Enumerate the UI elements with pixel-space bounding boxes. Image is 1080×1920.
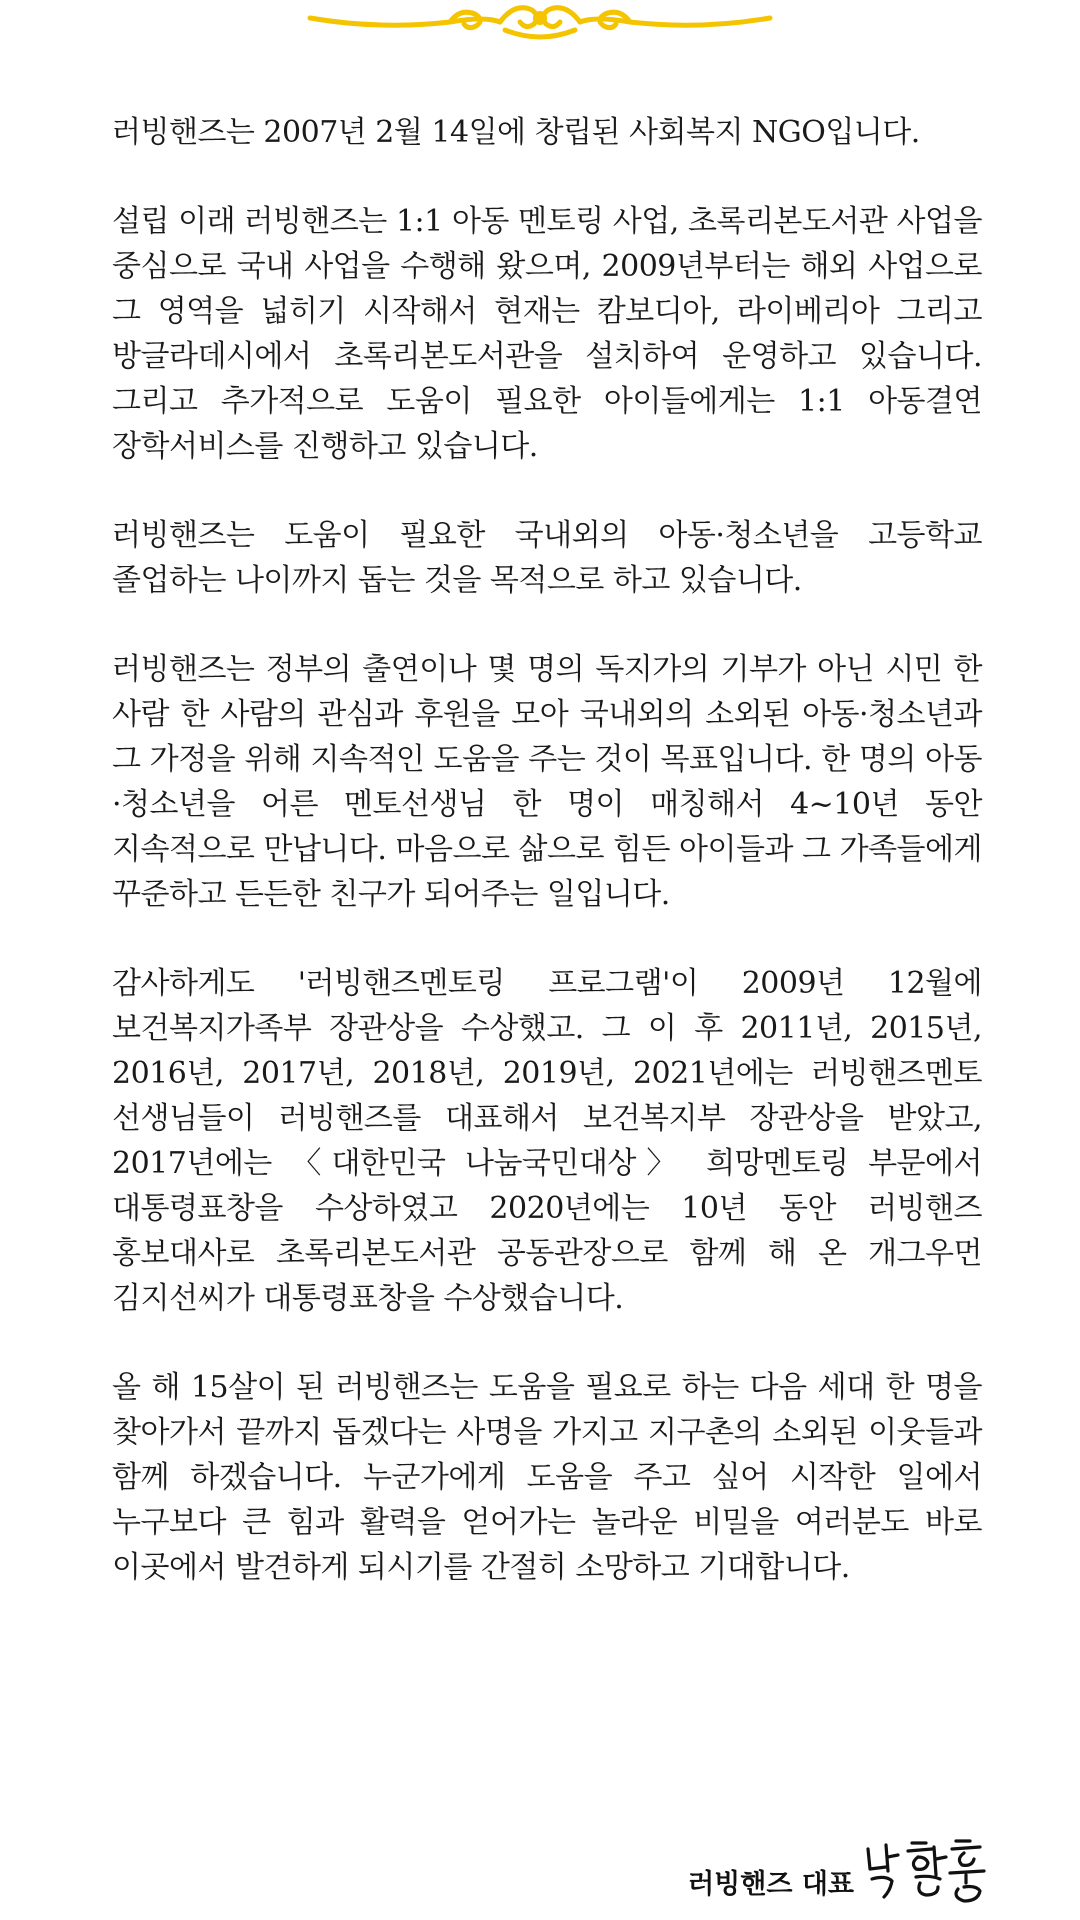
paragraph-mission: 올 해 15살이 된 러빙핸즈는 도움을 필요로 하는 다음 세대 한 명을 찾아가서 끝까지 돕겠다는 사명을 가지고 지구촌의 소외된 이웃들과 함께 하겠습니다. 누군가에게 도움을 주고 싶어 시작한 일에서 누구보다 큰 힘과 활력을 얻어가는 놀라운 비밀을 여러분도 바로 이곳에서 발견하게 되시기를 간절히 소망하고 기대합니다.	[112, 1370, 982, 1585]
paragraph-awards: 감사하게도 '러빙핸즈멘토링 프로그램'이 2009년 12월에 보건복지가족부 장관상을 수상했고. 그 이 후 2011년, 2015년, 2016년, 2017년, 2018년, 2019년, 2021년에는 러빙핸즈멘토 선생님들이 러빙핸즈를 대표해서 보건복지부 장관상을 받았고, 2017년에는 〈대한민국 나눔국민대상〉 희망멘토링 부문에서 대통령표창을 수상하였고 2020년에는 10년 동안 러빙핸즈 홍보대사로 초록리본도서관 공동관장으로 함께 해 온 개그우먼 김지선씨가 대통령표창을 수상했습니다.	[112, 966, 982, 1316]
signature-block	[688, 1835, 990, 1905]
letter-body	[112, 110, 982, 1634]
paragraph-intro: 러빙핸즈는 2007년 2월 14일에 창립된 사회복지 NGO입니다.	[112, 115, 920, 150]
paragraph-history: 설립 이래 러빙핸즈는 1:1 아동 멘토링 사업, 초록리본도서관 사업을 중심으로 국내 사업을 수행해 왔으며, 2009년부터는 해외 사업으로 그 영역을 넓히기 시작해서 현재는 캄보디아, 라이베리아 그리고 방글라데시에서 초록리본도서관을 설치하여 운영하고 있습니다. 그리고 추가적으로 도움이 필요한 아이들에게는 1:1 아동결연 장학서비스를 진행하고 있습니다.	[112, 204, 982, 464]
handwritten-signature	[860, 1835, 990, 1905]
paragraph-goal: 러빙핸즈는 정부의 출연이나 몇 명의 독지가의 기부가 아닌 시민 한 사람 한 사람의 관심과 후원을 모아 국내외의 소외된 아동·청소년과 그 가정을 위해 지속적인 도움을 주는 것이 목표입니다. 한 명의 아동·청소년을 어른 멘토선생님 한 명이 매칭해서 4~10년 동안 지속적으로 만납니다. 마음으로 삶으로 힘든 아이들과 그 가족들에게 꾸준하고 든든한 친구가 되어주는 일입니다.	[112, 652, 982, 912]
signature-label: 러빙핸즈 대표	[688, 1869, 854, 1900]
paragraph-purpose: 러빙핸즈는 도움이 필요한 국내외의 아동·청소년을 고등학교 졸업하는 나이까지 돕는 것을 목적으로 하고 있습니다.	[112, 518, 982, 598]
gold-scroll-ornament-icon	[300, 0, 780, 50]
